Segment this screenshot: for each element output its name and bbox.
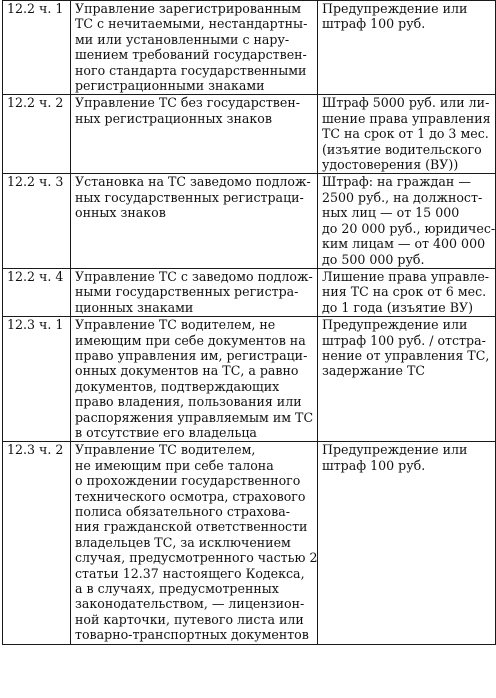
violation-line: товарно-транспортных документов: [75, 627, 309, 643]
table-row: [3, 442, 496, 644]
penalty-line: удостоверения (ВУ)): [322, 157, 459, 173]
violation-line: ных регистрационных знаков: [75, 110, 272, 126]
violation-line: а в случаях, предусмотренных: [75, 581, 279, 597]
violation-line: ными государственных регистра-: [75, 284, 299, 300]
article-cell: [3, 1, 71, 95]
penalty-line: шение права управления: [322, 110, 491, 126]
article-number: 12.2 ч. 1: [7, 1, 64, 16]
penalty-line: до 1 года (изъятие ВУ): [322, 299, 474, 315]
article-cell: [3, 174, 71, 268]
penalty-line: штраф 100 руб.: [322, 457, 426, 473]
penalty-line: Штраф: на граждан —: [322, 174, 471, 190]
violation-line: шением требований государствен-: [75, 47, 307, 63]
penalty-line: нение от управления ТС,: [322, 347, 490, 363]
article-number: 12.2 ч. 2: [7, 95, 64, 111]
violation-line: документов, подтверждающих: [75, 378, 280, 394]
penalty-cell: [318, 268, 496, 316]
violation-line: ного стандарта государственными: [75, 62, 307, 78]
violation-cell: [71, 317, 318, 442]
violation-line: ТС с нечитаемыми, нестандартны-: [75, 16, 308, 32]
penalty-line: Штраф 5000 руб. или ли-: [322, 95, 490, 111]
article-number: 12.2 ч. 4: [7, 268, 64, 284]
article-cell: [3, 95, 71, 174]
violation-line: право управления им, регистраци-: [75, 347, 308, 363]
article-number: 12.3 ч. 2: [7, 442, 64, 458]
penalty-line: Предупреждение или: [322, 317, 468, 333]
table-row: [3, 317, 496, 442]
violation-line: не имеющим при себе талона: [75, 457, 274, 473]
violation-line: право владения, пользования или: [75, 394, 302, 410]
penalties-table-body: [3, 1, 496, 645]
violation-cell: [71, 442, 318, 644]
penalty-line: 2500 руб., на должност-: [322, 189, 483, 205]
violation-line: Управление ТС водителем, не: [75, 317, 276, 333]
violation-line: ния гражданской ответственности: [75, 519, 308, 535]
violation-line: имеющим при себе документов на: [75, 332, 306, 348]
violation-line: ми или установленными с нару-: [75, 31, 290, 47]
violation-line: о прохождении государственного: [75, 473, 301, 489]
penalty-cell: [318, 1, 496, 95]
violation-line: в отсутствие его владельца: [75, 424, 257, 440]
violation-line: распоряжения управляемым им ТС: [75, 409, 314, 425]
violation-line: статьи 12.37 настоящего Кодекса,: [75, 565, 305, 581]
penalty-line: штраф 100 руб. / отстра-: [322, 332, 486, 348]
article-cell: [3, 442, 71, 644]
penalty-line: до 500 000 руб.: [322, 251, 425, 267]
penalty-line: ния ТС на срок от 6 мес.: [322, 284, 487, 300]
violation-line: Установка на ТС заведомо подлож-: [75, 174, 311, 190]
article-cell: [3, 268, 71, 316]
penalty-cell: [318, 174, 496, 268]
penalty-line: (изъятие водительского: [322, 141, 482, 157]
table-row: [3, 174, 496, 268]
penalty-line: ТС на срок от 1 до 3 мес.: [322, 126, 489, 142]
penalty-cell: [318, 317, 496, 442]
penalty-line: до 20 000 руб., юридичес-: [322, 220, 496, 236]
violation-line: Управление зарегистрированным: [75, 1, 302, 16]
article-number: 12.2 ч. 3: [7, 174, 64, 190]
violation-line: технического осмотра, страхового: [75, 488, 306, 504]
violation-line: случая, предусмотренного частью 2: [75, 550, 318, 566]
penalty-cell: [318, 95, 496, 174]
violation-cell: [71, 95, 318, 174]
violation-line: ных государственных регистраци-: [75, 189, 304, 205]
article-cell: [3, 317, 71, 442]
violation-cell: [71, 268, 318, 316]
penalty-line: ных лиц — от 15 000: [322, 205, 460, 221]
violation-line: онных документов на ТС, а равно: [75, 363, 299, 379]
violation-line: полиса обязательного страхова-: [75, 504, 290, 519]
penalty-line: ким лицам — от 400 000: [322, 236, 486, 252]
violation-line: Управление ТС с заведомо подлож-: [75, 268, 313, 284]
violation-line: ционных знаками: [75, 299, 194, 315]
violation-line: регистрационными знаками: [75, 78, 265, 94]
penalty-line: Лишение права управле-: [322, 268, 490, 284]
violation-line: законодательством, — лицензион-: [75, 596, 305, 612]
penalty-line: Предупреждение или: [322, 1, 468, 16]
penalty-line: задержание ТС: [322, 363, 426, 379]
violation-line: онных знаков: [75, 205, 166, 221]
violation-line: Управление ТС водителем,: [75, 442, 256, 458]
violation-cell: [71, 1, 318, 95]
violation-line: владельцев ТС, за исключением: [75, 534, 291, 550]
table-row: [3, 1, 496, 95]
violation-line: ной карточки, путевого листа или: [75, 611, 304, 627]
article-number: 12.3 ч. 1: [7, 317, 64, 333]
penalty-line: штраф 100 руб.: [322, 16, 426, 32]
violation-cell: [71, 174, 318, 268]
violation-line: Управление ТС без государствен-: [75, 95, 300, 111]
table-row: [3, 95, 496, 174]
penalties-table: [2, 0, 496, 645]
table-row: [3, 268, 496, 316]
penalty-cell: [318, 442, 496, 644]
penalty-line: Предупреждение или: [322, 442, 468, 458]
